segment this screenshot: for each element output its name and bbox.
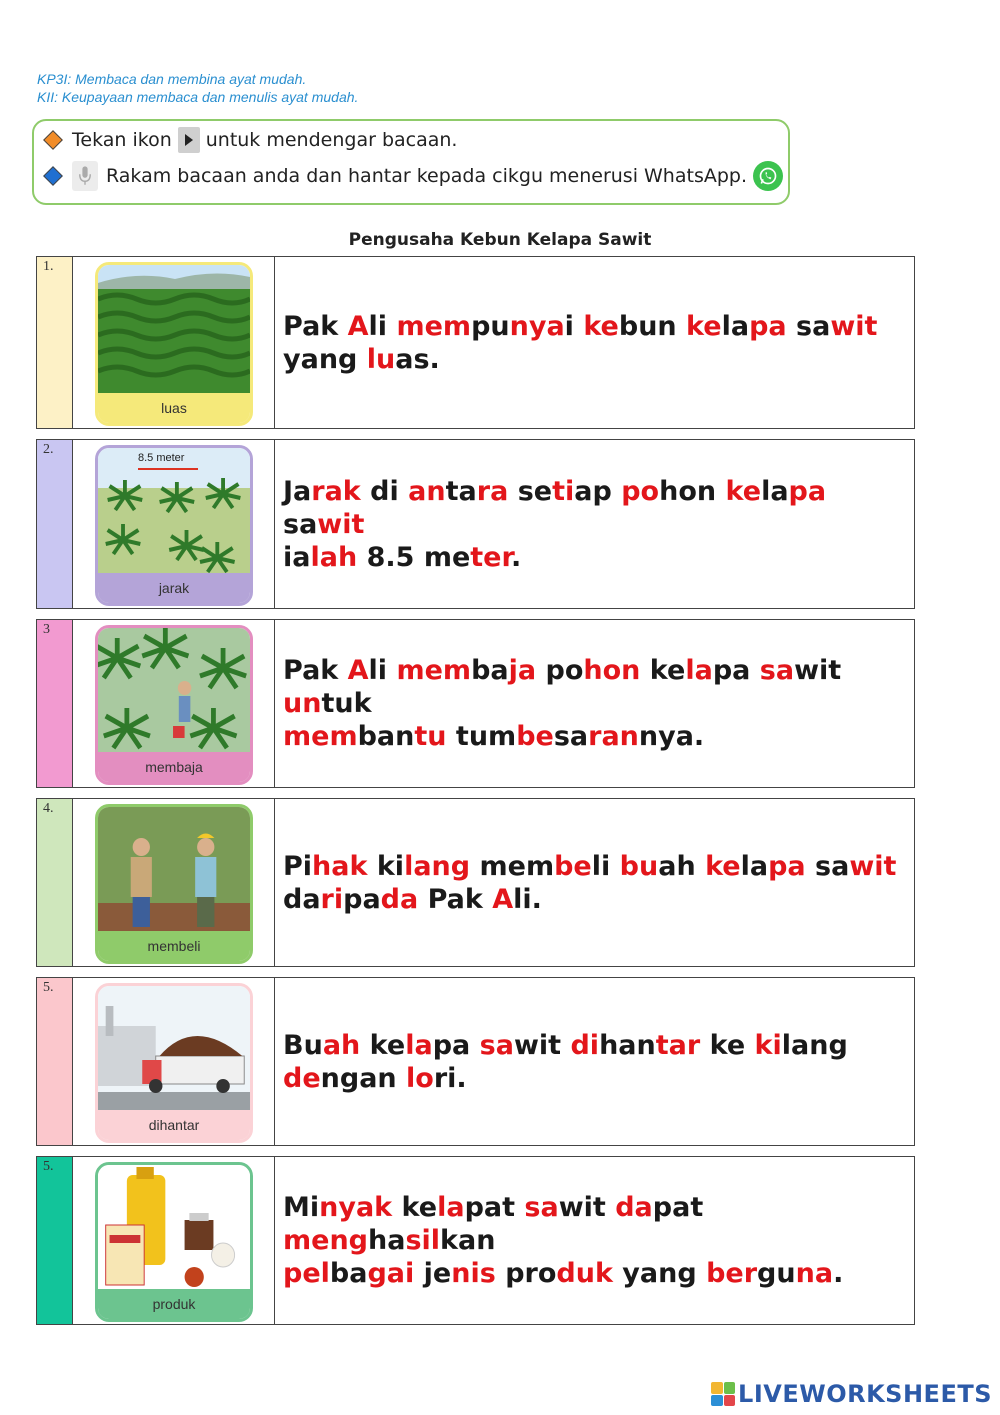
objective-kp: KP3I: Membaca dan membina ayat mudah. <box>37 71 307 87</box>
highlighted-syllable: da <box>615 1192 653 1223</box>
syllable: mem <box>470 850 555 882</box>
syllable: wit <box>558 1192 616 1223</box>
syllable: . <box>510 541 522 573</box>
syllable: gu <box>757 1258 796 1289</box>
highlighted-syllable: lang <box>404 850 471 882</box>
picture-label: membeli <box>98 931 250 961</box>
picture-cell <box>73 978 275 1145</box>
highlighted-syllable: tu <box>414 721 447 752</box>
reading-sentence <box>283 620 900 787</box>
picture-card <box>95 983 253 1143</box>
syllable: la <box>740 850 769 882</box>
syllable: tuk <box>321 688 372 719</box>
illustration <box>98 265 250 395</box>
orange-diamond-icon <box>43 130 63 150</box>
syllable: Mi <box>283 1192 320 1223</box>
brand-name: LIVEWORKSHEETS <box>738 1380 992 1408</box>
syllable: sa <box>283 508 318 540</box>
instruction-listen <box>42 127 457 153</box>
highlighted-syllable: A <box>347 655 369 686</box>
syllable: ke <box>640 655 686 686</box>
highlighted-syllable: wit <box>849 850 897 882</box>
highlighted-syllable: hon <box>583 655 641 686</box>
syllable: pa <box>432 1029 480 1061</box>
highlighted-syllable: da <box>380 883 419 915</box>
highlighted-syllable: nis <box>451 1258 496 1289</box>
syllable: ia <box>283 541 311 573</box>
syllable: ha <box>368 1225 406 1256</box>
reading-sentence <box>283 440 900 608</box>
brand-icon <box>711 1382 735 1406</box>
highlighted-syllable: gai <box>367 1258 415 1289</box>
picture-card <box>95 262 253 426</box>
highlighted-syllable: A <box>347 310 369 342</box>
picture-label: produk <box>98 1289 250 1319</box>
table-row <box>36 1156 915 1325</box>
highlighted-syllable: duk <box>556 1258 613 1289</box>
highlighted-syllable: ke <box>705 850 741 882</box>
objectives <box>37 70 358 106</box>
highlighted-syllable: mem <box>396 655 472 686</box>
table-row <box>36 619 915 788</box>
picture-label: dihantar <box>98 1110 250 1140</box>
highlighted-syllable: sa <box>759 655 795 686</box>
worksheet-title: Pengusaha Kebun Kelapa Sawit <box>348 230 652 250</box>
picture-cell <box>73 257 275 428</box>
highlighted-syllable: la <box>437 1192 465 1223</box>
highlighted-syllable: wit <box>830 310 878 342</box>
syllable: sa <box>805 850 850 882</box>
play-icon[interactable] <box>178 127 200 153</box>
highlighted-syllable: mem <box>396 310 472 342</box>
highlighted-syllable: lah <box>310 541 358 573</box>
highlighted-syllable: be <box>516 721 554 752</box>
microphone-icon[interactable] <box>72 161 98 191</box>
highlighted-syllable: ri <box>320 883 344 915</box>
highlighted-syllable: ter <box>470 541 511 573</box>
row-number: 2. <box>43 442 54 457</box>
syllable: se <box>508 475 553 507</box>
syllable: pat <box>652 1192 704 1223</box>
syllable: pa <box>712 655 760 686</box>
syllable: hon <box>659 475 726 507</box>
table-row <box>36 439 915 609</box>
highlighted-syllable: ti <box>552 475 575 507</box>
syllable: ba <box>329 1258 368 1289</box>
syllable: ap <box>574 475 622 507</box>
highlighted-syllable: ke <box>725 475 762 507</box>
sentence-text <box>283 1029 848 1095</box>
picture-cell <box>73 799 275 966</box>
syllable: pa <box>343 883 381 915</box>
syllable: ki <box>367 850 405 882</box>
illustration <box>98 807 250 933</box>
row-number-cell <box>37 799 73 966</box>
instruction-listen-before: Tekan ikon <box>72 129 172 151</box>
highlighted-syllable: po <box>621 475 660 507</box>
highlighted-syllable: nyak <box>319 1192 393 1223</box>
syllable: yang <box>612 1258 707 1289</box>
highlighted-syllable: ke <box>583 310 619 342</box>
row-number-cell <box>37 440 73 608</box>
highlighted-syllable: ah <box>322 1029 361 1061</box>
highlighted-syllable: na <box>795 1258 834 1289</box>
highlighted-syllable: hak <box>312 850 368 882</box>
highlighted-syllable: rak <box>311 475 361 507</box>
syllable: da <box>283 883 321 915</box>
highlighted-syllable: di <box>570 1029 600 1061</box>
syllable: li. <box>513 883 542 915</box>
syllable: sa <box>553 721 589 752</box>
highlighted-syllable: pa <box>788 475 827 507</box>
syllable: bun <box>618 310 687 342</box>
syllable: ah <box>658 850 706 882</box>
illustration <box>98 628 250 754</box>
reading-sentence <box>283 257 900 428</box>
syllable: li <box>368 310 397 342</box>
syllable: ke <box>392 1192 438 1223</box>
highlighted-syllable: nya <box>509 310 565 342</box>
highlighted-syllable: meng <box>283 1225 368 1256</box>
picture-label: jarak <box>98 573 250 603</box>
highlighted-syllable: pa <box>749 310 787 342</box>
syllable: yang <box>283 343 367 375</box>
instruction-record <box>42 161 783 191</box>
highlighted-syllable: sa <box>524 1192 559 1223</box>
sentence-text <box>283 654 900 753</box>
row-number-cell <box>37 620 73 787</box>
syllable: pu <box>471 310 510 342</box>
syllable: ke <box>360 1029 406 1061</box>
highlighted-syllable: A <box>492 883 514 915</box>
image-caption: 8.5 meter <box>138 452 185 464</box>
syllable: 8.5 me <box>357 541 471 573</box>
syllable: Ja <box>283 475 312 507</box>
highlighted-syllable: pel <box>283 1258 330 1289</box>
highlighted-syllable: sil <box>405 1225 441 1256</box>
syllable: Pak <box>283 310 348 342</box>
row-number: 3 <box>43 622 50 637</box>
highlighted-syllable: bu <box>619 850 659 882</box>
syllable: ban <box>357 721 415 752</box>
table-row <box>36 256 915 429</box>
highlighted-syllable: lo <box>406 1062 434 1094</box>
syllable: li <box>591 850 620 882</box>
row-number-cell <box>37 978 73 1145</box>
sentence-text <box>283 850 896 916</box>
row-number-cell <box>37 1157 73 1324</box>
syllable: i <box>564 310 584 342</box>
syllable: po <box>536 655 584 686</box>
syllable: wit <box>513 1029 571 1061</box>
row-number: 4. <box>43 801 54 816</box>
whatsapp-icon[interactable] <box>753 161 783 191</box>
highlighted-syllable: ran <box>588 721 639 752</box>
syllable: Pak <box>418 883 493 915</box>
syllable: li <box>368 655 397 686</box>
syllable: la <box>761 475 789 507</box>
highlighted-syllable: la <box>685 655 713 686</box>
syllable: ta <box>445 475 477 507</box>
syllable: Pi <box>283 850 313 882</box>
syllable: wit <box>794 655 842 686</box>
instruction-box <box>32 119 790 205</box>
highlighted-syllable: wit <box>317 508 365 540</box>
syllable: tum <box>446 721 517 752</box>
syllable: Pak <box>283 655 348 686</box>
highlighted-syllable: be <box>554 850 592 882</box>
highlighted-syllable: un <box>283 688 322 719</box>
syllable: kan <box>440 1225 496 1256</box>
picture-label: luas <box>98 393 250 423</box>
objective-k: KII: Keupayaan membaca dan menulis ayat mudah. <box>37 89 359 105</box>
syllable: . <box>833 1258 844 1289</box>
syllable: di <box>360 475 409 507</box>
syllable: sa <box>786 310 831 342</box>
sentence-text <box>283 1191 900 1290</box>
syllable: ba <box>471 655 509 686</box>
syllable: ngan <box>320 1062 407 1094</box>
syllable: han <box>599 1029 656 1061</box>
syllable: ke <box>700 1029 755 1061</box>
table-row <box>36 798 915 967</box>
syllable: pat <box>464 1192 525 1223</box>
instruction-record-text: Rakam bacaan anda dan hantar kepada cikgu menerusi WhatsApp. <box>106 165 747 187</box>
syllable: nya. <box>638 721 705 752</box>
highlighted-syllable: la <box>405 1029 433 1061</box>
picture-label: membaja <box>98 752 250 782</box>
highlighted-syllable: ki <box>754 1029 782 1061</box>
syllable: as. <box>395 343 440 375</box>
highlighted-syllable: lu <box>366 343 396 375</box>
syllable: Bu <box>283 1029 323 1061</box>
syllable: pro <box>495 1258 557 1289</box>
highlighted-syllable: ra <box>476 475 509 507</box>
highlighted-syllable: ja <box>508 655 537 686</box>
reading-sentence <box>283 799 900 966</box>
picture-card <box>95 804 253 964</box>
illustration <box>98 1165 250 1291</box>
illustration <box>98 986 250 1112</box>
highlighted-syllable: mem <box>283 721 358 752</box>
sentence-text <box>283 310 877 376</box>
syllable: la <box>721 310 750 342</box>
picture-cell <box>73 620 275 787</box>
highlighted-syllable: ke <box>686 310 722 342</box>
row-number: 5. <box>43 980 54 995</box>
row-number: 1. <box>43 259 54 274</box>
reading-sentence <box>283 1157 900 1324</box>
picture-cell <box>73 1157 275 1324</box>
reading-sentence <box>283 978 900 1145</box>
table-row <box>36 977 915 1146</box>
picture-card <box>95 625 253 785</box>
row-number: 5. <box>43 1159 54 1174</box>
syllable: je <box>414 1258 452 1289</box>
highlighted-syllable: de <box>283 1062 321 1094</box>
blue-diamond-icon <box>43 166 63 186</box>
instruction-listen-after: untuk mendengar bacaan. <box>205 129 458 151</box>
sentence-text <box>283 475 900 574</box>
syllable: ri. <box>433 1062 467 1094</box>
picture-card <box>95 1162 253 1322</box>
highlighted-syllable: pa <box>768 850 806 882</box>
picture-card <box>95 445 253 606</box>
highlighted-syllable: sa <box>479 1029 514 1061</box>
highlighted-syllable: tar <box>655 1029 701 1061</box>
row-number-cell <box>37 257 73 428</box>
syllable: lang <box>781 1029 848 1061</box>
highlighted-syllable: ber <box>706 1258 758 1289</box>
distance-arrow-icon <box>138 468 198 470</box>
brand-logo <box>711 1380 992 1408</box>
highlighted-syllable: an <box>408 475 446 507</box>
picture-cell <box>73 440 275 608</box>
